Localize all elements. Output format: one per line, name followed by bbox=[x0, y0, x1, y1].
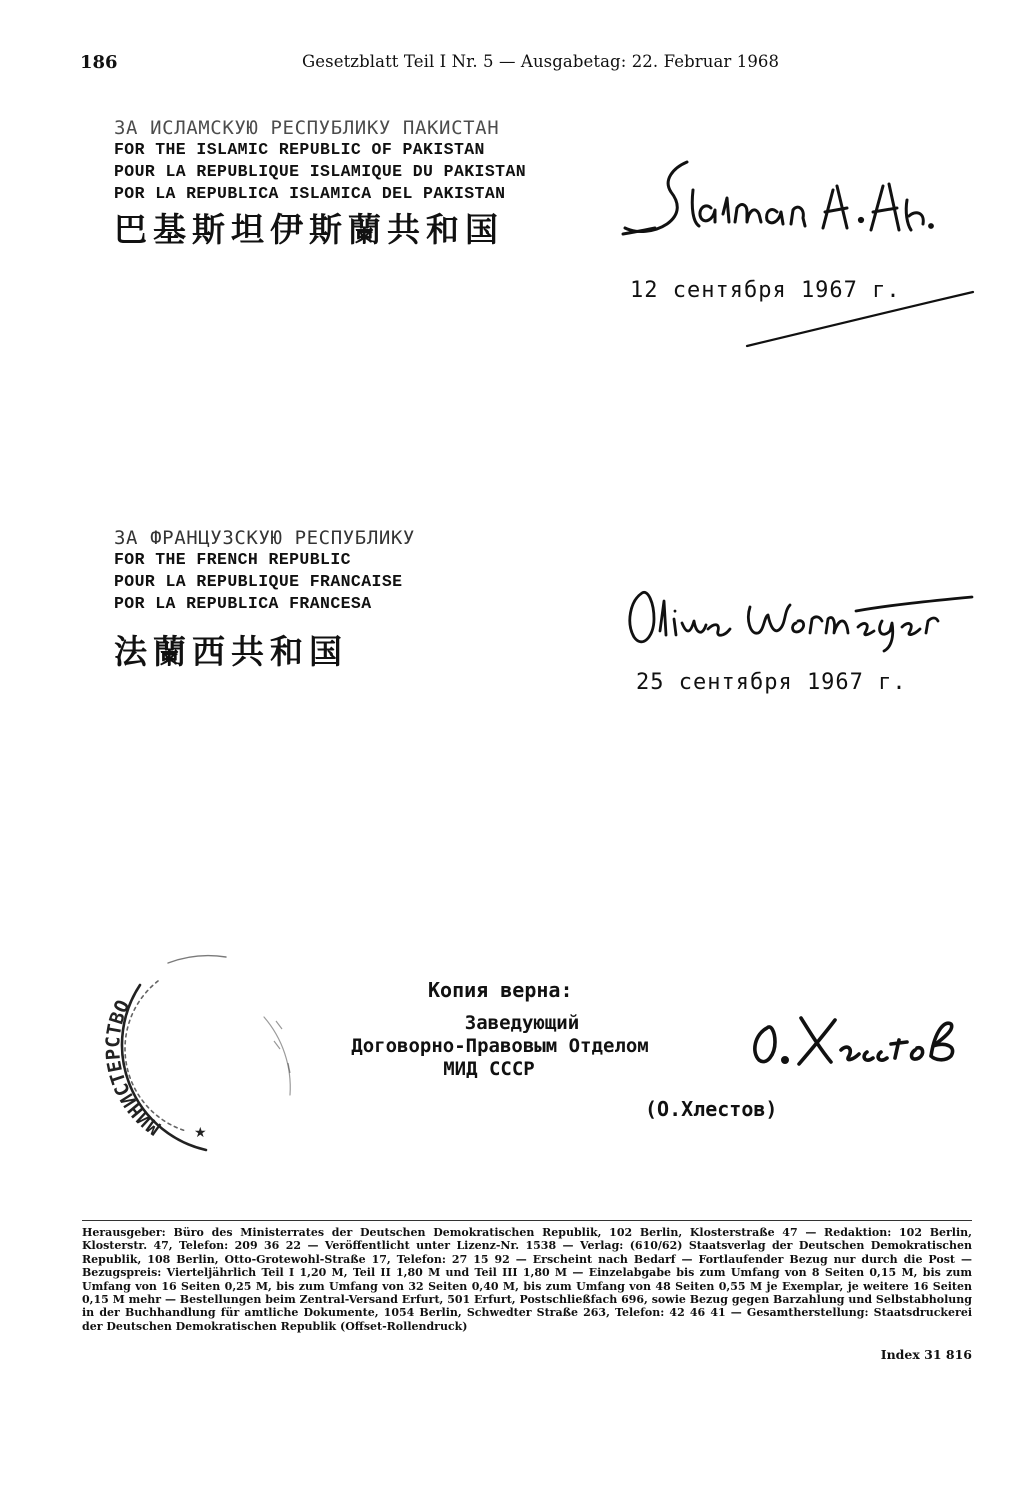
france-signature bbox=[620, 575, 975, 655]
imprint-text: Herausgeber: Büro des Ministerrates der Deutschen Demokratischen Republik, 102 Berlin, Klosterstraße 47 — Redaktion: 102 Berlin, Klosterstr. 47, Telefon: 209 36 22 — Veröffentlicht unter Lizenz-Nr. 1538 — Verlag: (610/62) Staatsverlag der Deutschen Demokratischen Republik, 108 Berlin, Otto-Grotewohl-Straße 17, Telefon: 27 15 92 — Erscheint nach Bedarf — Fortlaufender Bezug nur durch die Post — Bezugspreis: Vierteljährlich Teil I 1,20 M, Teil II 1,80 M und Teil III 1,80 M — Einzelabgabe bis zum Umfang von 8 Seiten 0,15 M, bis zum Umfang von 16 Seiten 0,25 M, bis zum Umfang von 32 Seiten 0,40 M, bis zum Umfang von 48 Seiten 0,55 M je Exemplar, je weitere 16 Seiten 0,15 M mehr — Bestellungen beim Zentral-Versand Erfurt, 501 Erfurt, Postschließfach 696, sowie Bezug gegen Barzahlung und Selbstabholung in der Buchhandlung für amtliche Dokumente, 1054 Berlin, Schwedter Straße 263, Telefon: 42 46 41 — Gesamtherstellung: Staatsdruckerei der Deutschen Demokratischen Republik (Offset-Rollendruck) bbox=[82, 1226, 972, 1333]
pakistan-caption-fr: POUR LA REPUBLIQUE ISLAMIQUE DU PAKISTAN bbox=[114, 162, 527, 181]
pakistan-caption-en: FOR THE ISLAMIC REPUBLIC OF PAKISTAN bbox=[114, 140, 485, 159]
pakistan-signatory-block bbox=[114, 117, 526, 205]
france-caption-es: POR LA REPUBLICA FRANCESA bbox=[114, 594, 372, 613]
cert-line-1: Заведующий bbox=[464, 1012, 580, 1034]
ministry-stamp bbox=[76, 945, 316, 1160]
cert-line-3: МИД СССР bbox=[443, 1058, 535, 1080]
svg-text:★: ★ bbox=[194, 1125, 207, 1141]
index-number: Index 31 816 bbox=[880, 1347, 972, 1362]
france-caption-ru: ЗА ФРАНЦУЗСКУЮ РЕСПУБЛИКУ bbox=[114, 527, 415, 549]
khlestov-signature bbox=[745, 1000, 975, 1070]
khlestov-name: (О.Хлестов) bbox=[645, 1097, 778, 1121]
certification-block bbox=[320, 1012, 680, 1081]
france-signatory-block bbox=[114, 527, 415, 615]
pakistan-caption-zh: 巴基斯坦伊斯蘭共和国 bbox=[114, 210, 504, 249]
france-caption-en: FOR THE FRENCH REPUBLIC bbox=[114, 550, 351, 569]
france-caption-zh: 法蘭西共和国 bbox=[114, 632, 348, 671]
cert-line-2: Договорно-Правовым Отделом bbox=[351, 1035, 649, 1057]
copy-certified-heading: Копия верна: bbox=[428, 978, 573, 1002]
pakistan-signature-stroke bbox=[745, 288, 980, 350]
pakistan-date: 12 сентября 1967 г. bbox=[630, 278, 901, 303]
page-number: 186 bbox=[80, 52, 118, 73]
imprint-rule bbox=[82, 1220, 972, 1221]
running-title: Gesetzblatt Teil I Nr. 5 — Ausgabetag: 22. Februar 1968 bbox=[302, 52, 780, 71]
france-caption-fr: POUR LA REPUBLIQUE FRANCAISE bbox=[114, 572, 403, 591]
pakistan-caption-ru: ЗА ИСЛАМСКУЮ РЕСПУБЛИКУ ПАКИСТАН bbox=[114, 117, 500, 139]
stamp-text: МИНИСТЕРСТВО bbox=[102, 996, 165, 1140]
france-date: 25 сентября 1967 г. bbox=[636, 670, 907, 695]
page-header bbox=[80, 52, 980, 76]
svg-text:МИНИСТЕРСТВО bbox=[102, 997, 165, 1139]
pakistan-caption-es: POR LA REPUBLICA ISLAMICA DEL PAKISTAN bbox=[114, 184, 506, 203]
pakistan-signature bbox=[615, 150, 945, 250]
